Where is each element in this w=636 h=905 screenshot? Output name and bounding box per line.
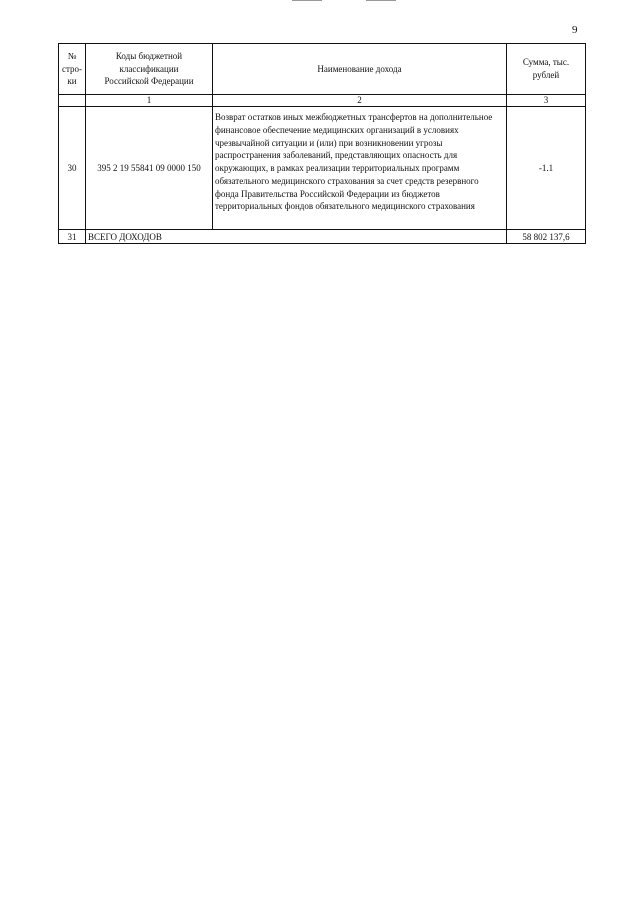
page-number: 9	[572, 24, 578, 36]
total-row-number: 31	[59, 230, 86, 244]
column-number-1: 1	[86, 95, 213, 107]
amount-cell: -1.1	[507, 107, 586, 230]
budget-revenue-table	[58, 43, 586, 244]
total-label: ВСЕГО ДОХОДОВ	[86, 230, 507, 244]
table-row	[59, 107, 586, 230]
column-number-row	[59, 95, 586, 107]
header-amount: Сумма, тыс. рублей	[507, 44, 586, 95]
header-revenue-name: Наименование дохода	[213, 44, 507, 95]
revenue-name-cell: Возврат остатков иных межбюджетных трансфертов на дополнительное финансовое обеспечение медицинских организаций в условиях чрезвычайной ситуации и (или) при возникновении угрозы распространения заболеваний, представляющих опасность для окружающих, в рамках реализации территориальных программ обязательного медицинского страхования за счет средств резервного фонда Правительства Российской Федерации из бюджетов территориальных фондов обязательного медицинского страхования	[213, 107, 507, 230]
scan-mark-right	[366, 0, 396, 1]
header-row-number: № стро- ки	[59, 44, 86, 95]
budget-code-cell: 395 2 19 55841 09 0000 150	[86, 107, 213, 230]
column-number-empty	[59, 95, 86, 107]
column-number-2: 2	[213, 95, 507, 107]
scan-mark-left	[292, 0, 322, 1]
table-header-row	[59, 44, 586, 95]
row-number-cell: 30	[59, 107, 86, 230]
total-row	[59, 230, 586, 244]
header-budget-codes: Коды бюджетной классификации Российской Федерации	[86, 44, 213, 95]
column-number-3: 3	[507, 95, 586, 107]
total-amount: 58 802 137,6	[507, 230, 586, 244]
